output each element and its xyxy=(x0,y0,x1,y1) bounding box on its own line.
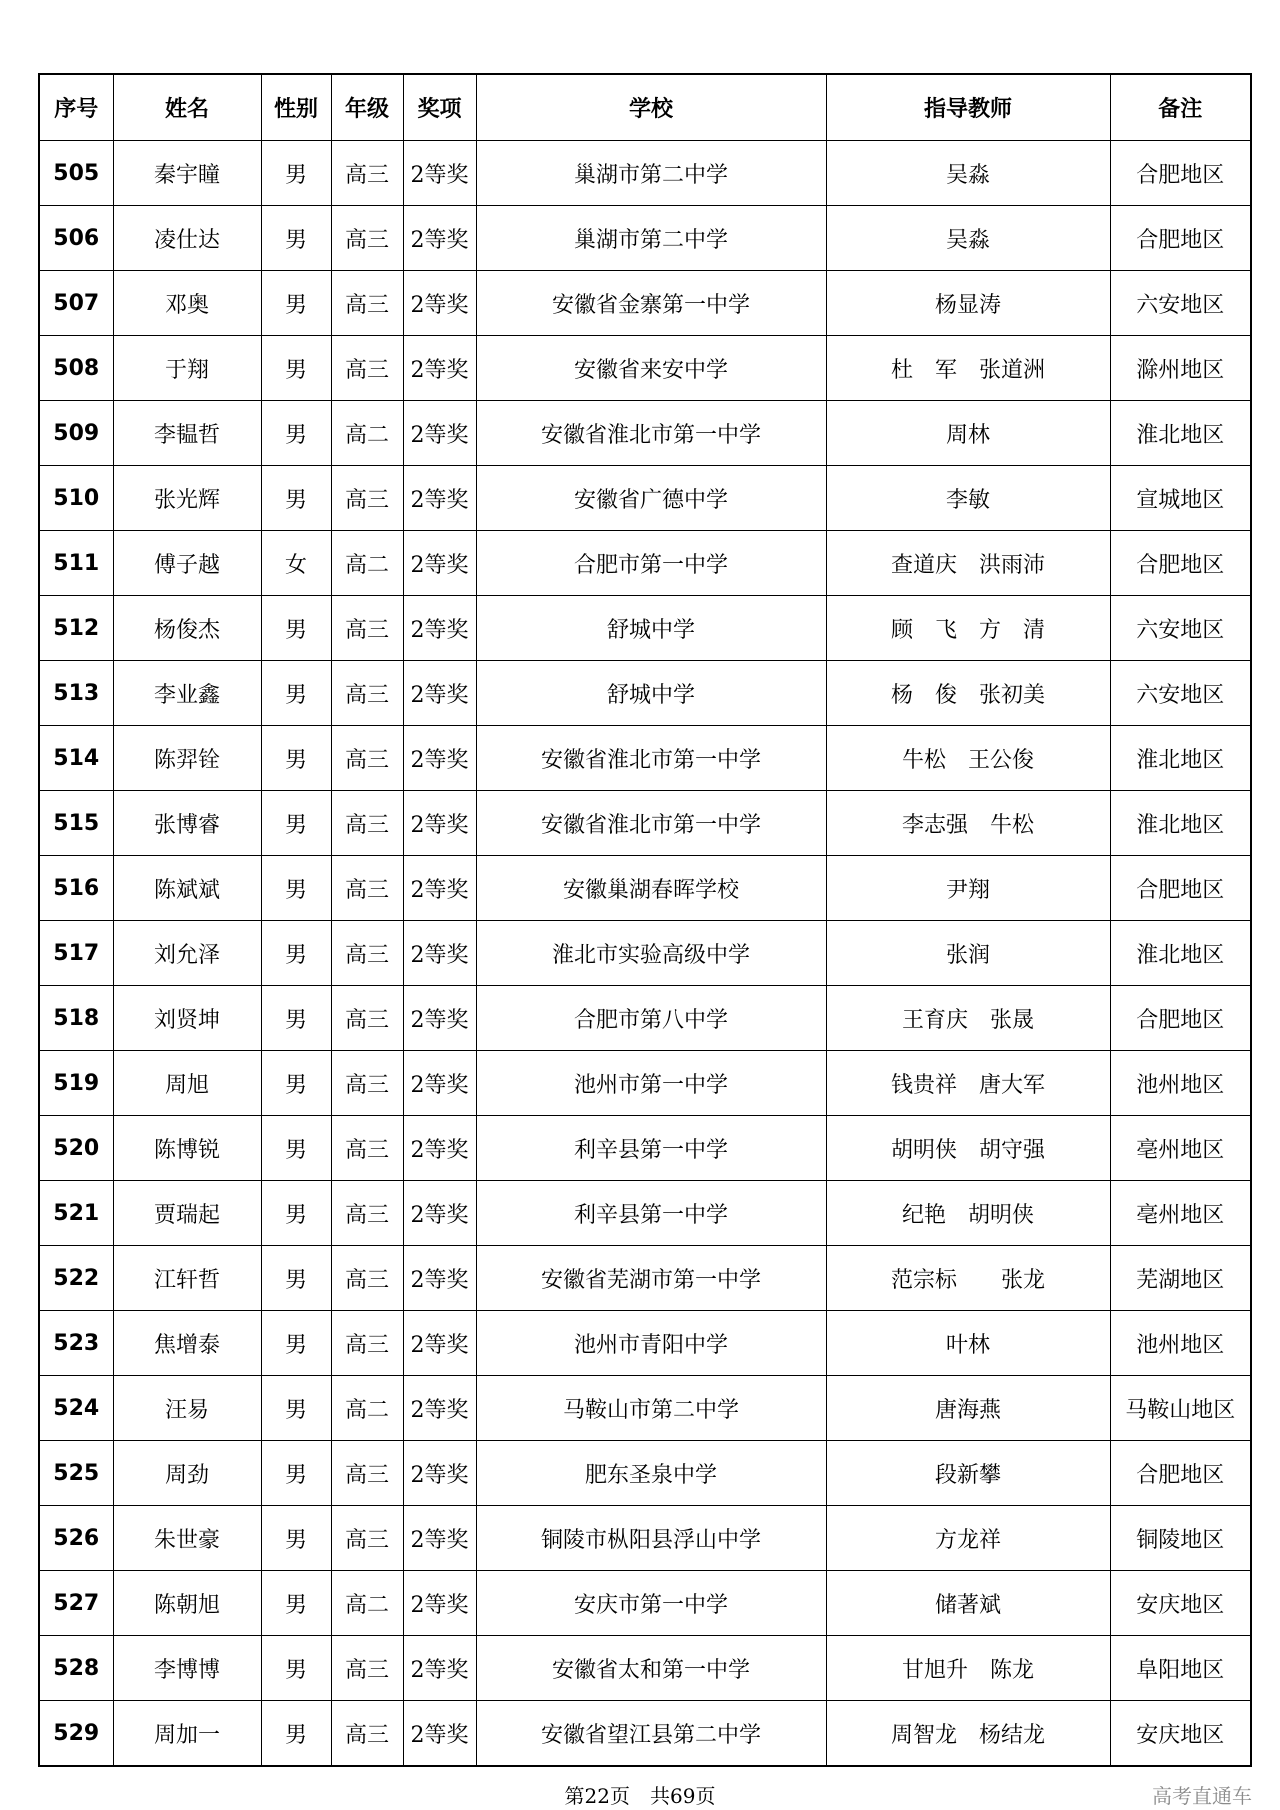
table-row xyxy=(39,206,1251,271)
header-grade: 年级 xyxy=(331,74,403,141)
cell-serial: 507 xyxy=(39,271,113,336)
cell-award: 2等奖 xyxy=(403,1051,476,1116)
cell-serial: 520 xyxy=(39,1116,113,1181)
cell-school: 马鞍山市第二中学 xyxy=(476,1376,826,1441)
cell-award: 2等奖 xyxy=(403,1376,476,1441)
cell-serial: 524 xyxy=(39,1376,113,1441)
cell-serial: 509 xyxy=(39,401,113,466)
cell-school: 合肥市第八中学 xyxy=(476,986,826,1051)
cell-school: 安徽省淮北市第一中学 xyxy=(476,401,826,466)
cell-name: 汪易 xyxy=(113,1376,261,1441)
cell-award: 2等奖 xyxy=(403,401,476,466)
table-row xyxy=(39,141,1251,206)
cell-award: 2等奖 xyxy=(403,726,476,791)
table-row xyxy=(39,1181,1251,1246)
cell-name: 杨俊杰 xyxy=(113,596,261,661)
cell-teacher: 周林 xyxy=(826,401,1110,466)
table-row xyxy=(39,791,1251,856)
cell-teacher: 张润 xyxy=(826,921,1110,986)
cell-teacher: 杨显涛 xyxy=(826,271,1110,336)
cell-serial: 527 xyxy=(39,1571,113,1636)
table-row xyxy=(39,856,1251,921)
cell-name: 刘贤坤 xyxy=(113,986,261,1051)
cell-gender: 男 xyxy=(261,856,331,921)
cell-award: 2等奖 xyxy=(403,1311,476,1376)
cell-teacher: 钱贵祥 唐大军 xyxy=(826,1051,1110,1116)
table-row xyxy=(39,336,1251,401)
cell-award: 2等奖 xyxy=(403,1701,476,1767)
award-table xyxy=(38,73,1252,1767)
cell-gender: 男 xyxy=(261,1506,331,1571)
cell-remark: 亳州地区 xyxy=(1110,1116,1251,1181)
table-row xyxy=(39,531,1251,596)
cell-award: 2等奖 xyxy=(403,1246,476,1311)
table-row xyxy=(39,1701,1251,1767)
header-serial: 序号 xyxy=(39,74,113,141)
cell-teacher: 杜 军 张道洲 xyxy=(826,336,1110,401)
table-row xyxy=(39,1636,1251,1701)
cell-grade: 高三 xyxy=(331,141,403,206)
cell-name: 邓奥 xyxy=(113,271,261,336)
cell-name: 焦增泰 xyxy=(113,1311,261,1376)
cell-school: 淮北市实验高级中学 xyxy=(476,921,826,986)
table-row xyxy=(39,1116,1251,1181)
cell-remark: 马鞍山地区 xyxy=(1110,1376,1251,1441)
cell-teacher: 胡明侠 胡守强 xyxy=(826,1116,1110,1181)
cell-gender: 男 xyxy=(261,921,331,986)
cell-remark: 淮北地区 xyxy=(1110,791,1251,856)
cell-school: 安徽省淮北市第一中学 xyxy=(476,726,826,791)
cell-grade: 高三 xyxy=(331,986,403,1051)
cell-school: 合肥市第一中学 xyxy=(476,531,826,596)
cell-teacher: 周智龙 杨结龙 xyxy=(826,1701,1110,1767)
cell-name: 陈博锐 xyxy=(113,1116,261,1181)
table-body xyxy=(39,141,1251,1767)
cell-award: 2等奖 xyxy=(403,466,476,531)
cell-grade: 高三 xyxy=(331,271,403,336)
cell-serial: 516 xyxy=(39,856,113,921)
cell-grade: 高三 xyxy=(331,1441,403,1506)
cell-remark: 六安地区 xyxy=(1110,271,1251,336)
cell-award: 2等奖 xyxy=(403,1636,476,1701)
cell-remark: 合肥地区 xyxy=(1110,986,1251,1051)
table-row xyxy=(39,1506,1251,1571)
cell-name: 陈斌斌 xyxy=(113,856,261,921)
cell-gender: 男 xyxy=(261,1701,331,1767)
cell-grade: 高三 xyxy=(331,1636,403,1701)
cell-teacher: 方龙祥 xyxy=(826,1506,1110,1571)
header-gender: 性别 xyxy=(261,74,331,141)
cell-gender: 男 xyxy=(261,1116,331,1181)
page-number: 第22页 共69页 xyxy=(564,1784,716,1808)
cell-award: 2等奖 xyxy=(403,1116,476,1181)
cell-name: 贾瑞起 xyxy=(113,1181,261,1246)
cell-award: 2等奖 xyxy=(403,1571,476,1636)
cell-grade: 高二 xyxy=(331,1376,403,1441)
cell-gender: 男 xyxy=(261,1376,331,1441)
cell-teacher: 牛松 王公俊 xyxy=(826,726,1110,791)
cell-grade: 高三 xyxy=(331,1701,403,1767)
cell-school: 安徽省太和第一中学 xyxy=(476,1636,826,1701)
cell-gender: 男 xyxy=(261,1181,331,1246)
cell-grade: 高三 xyxy=(331,336,403,401)
table-row xyxy=(39,596,1251,661)
cell-name: 周加一 xyxy=(113,1701,261,1767)
cell-grade: 高三 xyxy=(331,1051,403,1116)
cell-teacher: 叶林 xyxy=(826,1311,1110,1376)
cell-grade: 高三 xyxy=(331,726,403,791)
cell-name: 刘允泽 xyxy=(113,921,261,986)
cell-remark: 六安地区 xyxy=(1110,661,1251,726)
cell-serial: 517 xyxy=(39,921,113,986)
cell-grade: 高二 xyxy=(331,401,403,466)
cell-gender: 男 xyxy=(261,141,331,206)
cell-teacher: 尹翔 xyxy=(826,856,1110,921)
cell-gender: 男 xyxy=(261,466,331,531)
table-row xyxy=(39,466,1251,531)
header-name: 姓名 xyxy=(113,74,261,141)
cell-teacher: 李敏 xyxy=(826,466,1110,531)
cell-school: 铜陵市枞阳县浮山中学 xyxy=(476,1506,826,1571)
cell-name: 于翔 xyxy=(113,336,261,401)
cell-remark: 安庆地区 xyxy=(1110,1571,1251,1636)
cell-gender: 男 xyxy=(261,1051,331,1116)
cell-remark: 六安地区 xyxy=(1110,596,1251,661)
cell-grade: 高三 xyxy=(331,206,403,271)
header-row xyxy=(39,74,1251,141)
cell-remark: 淮北地区 xyxy=(1110,921,1251,986)
cell-serial: 519 xyxy=(39,1051,113,1116)
table-row xyxy=(39,1441,1251,1506)
cell-award: 2等奖 xyxy=(403,856,476,921)
cell-gender: 男 xyxy=(261,726,331,791)
cell-school: 安徽省金寨第一中学 xyxy=(476,271,826,336)
header-award: 奖项 xyxy=(403,74,476,141)
cell-school: 巢湖市第二中学 xyxy=(476,141,826,206)
cell-name: 陈羿铨 xyxy=(113,726,261,791)
cell-teacher: 唐海燕 xyxy=(826,1376,1110,1441)
cell-serial: 522 xyxy=(39,1246,113,1311)
cell-serial: 525 xyxy=(39,1441,113,1506)
cell-serial: 514 xyxy=(39,726,113,791)
cell-school: 安徽省来安中学 xyxy=(476,336,826,401)
cell-teacher: 范宗标 张龙 xyxy=(826,1246,1110,1311)
cell-grade: 高三 xyxy=(331,1246,403,1311)
cell-gender: 女 xyxy=(261,531,331,596)
cell-teacher: 杨 俊 张初美 xyxy=(826,661,1110,726)
cell-grade: 高三 xyxy=(331,1116,403,1181)
cell-gender: 男 xyxy=(261,1246,331,1311)
cell-name: 李业鑫 xyxy=(113,661,261,726)
cell-remark: 合肥地区 xyxy=(1110,141,1251,206)
cell-gender: 男 xyxy=(261,271,331,336)
cell-award: 2等奖 xyxy=(403,1441,476,1506)
cell-name: 周旭 xyxy=(113,1051,261,1116)
cell-gender: 男 xyxy=(261,336,331,401)
cell-teacher: 段新攀 xyxy=(826,1441,1110,1506)
cell-school: 安徽省淮北市第一中学 xyxy=(476,791,826,856)
cell-teacher: 李志强 牛松 xyxy=(826,791,1110,856)
cell-teacher: 储著斌 xyxy=(826,1571,1110,1636)
cell-teacher: 吴淼 xyxy=(826,141,1110,206)
table-row xyxy=(39,1571,1251,1636)
cell-school: 安庆市第一中学 xyxy=(476,1571,826,1636)
cell-grade: 高三 xyxy=(331,1181,403,1246)
cell-remark: 合肥地区 xyxy=(1110,206,1251,271)
cell-grade: 高三 xyxy=(331,1506,403,1571)
cell-name: 陈朝旭 xyxy=(113,1571,261,1636)
cell-school: 安徽巢湖春晖学校 xyxy=(476,856,826,921)
cell-school: 巢湖市第二中学 xyxy=(476,206,826,271)
cell-school: 池州市第一中学 xyxy=(476,1051,826,1116)
table-row xyxy=(39,726,1251,791)
cell-remark: 合肥地区 xyxy=(1110,856,1251,921)
cell-name: 凌仕达 xyxy=(113,206,261,271)
cell-school: 肥东圣泉中学 xyxy=(476,1441,826,1506)
watermark-text: 高考直通车 xyxy=(1152,1784,1252,1808)
cell-school: 安徽省广德中学 xyxy=(476,466,826,531)
cell-serial: 508 xyxy=(39,336,113,401)
cell-grade: 高三 xyxy=(331,921,403,986)
cell-school: 舒城中学 xyxy=(476,596,826,661)
cell-grade: 高三 xyxy=(331,856,403,921)
cell-gender: 男 xyxy=(261,1636,331,1701)
cell-serial: 526 xyxy=(39,1506,113,1571)
cell-grade: 高三 xyxy=(331,466,403,531)
cell-name: 张博睿 xyxy=(113,791,261,856)
cell-award: 2等奖 xyxy=(403,206,476,271)
table-row xyxy=(39,986,1251,1051)
cell-remark: 铜陵地区 xyxy=(1110,1506,1251,1571)
cell-gender: 男 xyxy=(261,791,331,856)
cell-gender: 男 xyxy=(261,1571,331,1636)
cell-teacher: 顾 飞 方 清 xyxy=(826,596,1110,661)
cell-gender: 男 xyxy=(261,986,331,1051)
cell-grade: 高二 xyxy=(331,1571,403,1636)
cell-name: 李博博 xyxy=(113,1636,261,1701)
header-school: 学校 xyxy=(476,74,826,141)
cell-teacher: 纪艳 胡明侠 xyxy=(826,1181,1110,1246)
cell-award: 2等奖 xyxy=(403,1506,476,1571)
cell-remark: 池州地区 xyxy=(1110,1311,1251,1376)
cell-grade: 高三 xyxy=(331,661,403,726)
cell-award: 2等奖 xyxy=(403,661,476,726)
cell-name: 朱世豪 xyxy=(113,1506,261,1571)
table-row xyxy=(39,401,1251,466)
cell-name: 周劲 xyxy=(113,1441,261,1506)
cell-school: 利辛县第一中学 xyxy=(476,1181,826,1246)
cell-teacher: 甘旭升 陈龙 xyxy=(826,1636,1110,1701)
table-row xyxy=(39,1051,1251,1116)
cell-gender: 男 xyxy=(261,1441,331,1506)
cell-award: 2等奖 xyxy=(403,986,476,1051)
cell-remark: 安庆地区 xyxy=(1110,1701,1251,1767)
cell-school: 安徽省望江县第二中学 xyxy=(476,1701,826,1767)
cell-serial: 510 xyxy=(39,466,113,531)
cell-gender: 男 xyxy=(261,661,331,726)
cell-teacher: 查道庆 洪雨沛 xyxy=(826,531,1110,596)
cell-serial: 506 xyxy=(39,206,113,271)
cell-grade: 高三 xyxy=(331,791,403,856)
cell-serial: 518 xyxy=(39,986,113,1051)
cell-remark: 淮北地区 xyxy=(1110,401,1251,466)
cell-gender: 男 xyxy=(261,596,331,661)
cell-remark: 芜湖地区 xyxy=(1110,1246,1251,1311)
cell-name: 傅子越 xyxy=(113,531,261,596)
table-row xyxy=(39,921,1251,986)
cell-award: 2等奖 xyxy=(403,1181,476,1246)
table-row xyxy=(39,1376,1251,1441)
cell-remark: 宣城地区 xyxy=(1110,466,1251,531)
cell-school: 舒城中学 xyxy=(476,661,826,726)
cell-school: 池州市青阳中学 xyxy=(476,1311,826,1376)
cell-serial: 513 xyxy=(39,661,113,726)
cell-serial: 523 xyxy=(39,1311,113,1376)
cell-teacher: 吴淼 xyxy=(826,206,1110,271)
cell-award: 2等奖 xyxy=(403,791,476,856)
cell-remark: 淮北地区 xyxy=(1110,726,1251,791)
cell-award: 2等奖 xyxy=(403,141,476,206)
cell-remark: 滁州地区 xyxy=(1110,336,1251,401)
cell-gender: 男 xyxy=(261,401,331,466)
cell-school: 利辛县第一中学 xyxy=(476,1116,826,1181)
cell-name: 张光辉 xyxy=(113,466,261,531)
cell-serial: 512 xyxy=(39,596,113,661)
cell-teacher: 王育庆 张晟 xyxy=(826,986,1110,1051)
cell-award: 2等奖 xyxy=(403,596,476,661)
table-row xyxy=(39,1246,1251,1311)
cell-gender: 男 xyxy=(261,1311,331,1376)
cell-award: 2等奖 xyxy=(403,531,476,596)
cell-name: 秦宇瞳 xyxy=(113,141,261,206)
cell-serial: 515 xyxy=(39,791,113,856)
cell-serial: 505 xyxy=(39,141,113,206)
cell-school: 安徽省芜湖市第一中学 xyxy=(476,1246,826,1311)
cell-remark: 阜阳地区 xyxy=(1110,1636,1251,1701)
cell-remark: 亳州地区 xyxy=(1110,1181,1251,1246)
cell-award: 2等奖 xyxy=(403,921,476,986)
cell-grade: 高二 xyxy=(331,531,403,596)
cell-serial: 521 xyxy=(39,1181,113,1246)
table-row xyxy=(39,271,1251,336)
cell-remark: 合肥地区 xyxy=(1110,531,1251,596)
cell-serial: 529 xyxy=(39,1701,113,1767)
cell-serial: 528 xyxy=(39,1636,113,1701)
cell-serial: 511 xyxy=(39,531,113,596)
cell-name: 李韫哲 xyxy=(113,401,261,466)
cell-award: 2等奖 xyxy=(403,336,476,401)
cell-remark: 合肥地区 xyxy=(1110,1441,1251,1506)
table-row xyxy=(39,661,1251,726)
table-row xyxy=(39,1311,1251,1376)
header-teacher: 指导教师 xyxy=(826,74,1110,141)
cell-award: 2等奖 xyxy=(403,271,476,336)
cell-name: 江轩哲 xyxy=(113,1246,261,1311)
cell-remark: 池州地区 xyxy=(1110,1051,1251,1116)
cell-gender: 男 xyxy=(261,206,331,271)
cell-grade: 高三 xyxy=(331,596,403,661)
cell-grade: 高三 xyxy=(331,1311,403,1376)
header-remark: 备注 xyxy=(1110,74,1251,141)
